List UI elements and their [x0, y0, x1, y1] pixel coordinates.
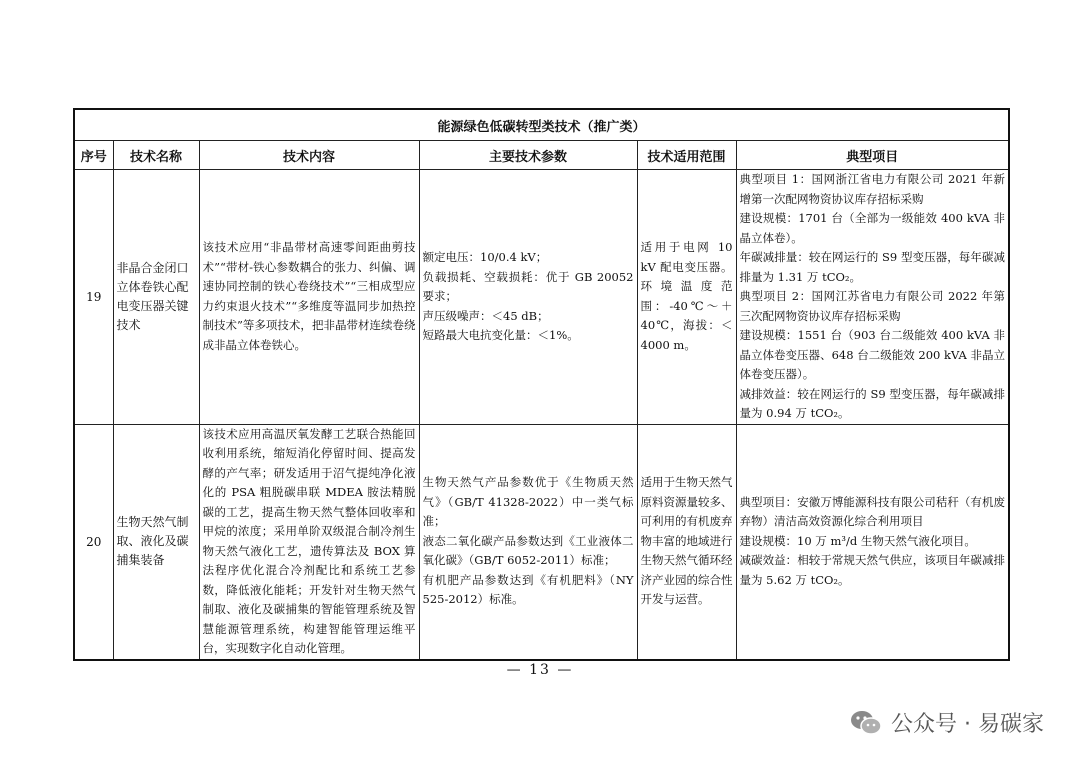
row-number: 20 [74, 424, 113, 660]
header-name: 技术名称 [113, 141, 199, 170]
tech-name: 非晶合金闭口立体卷铁心配电变压器关键技术 [113, 170, 199, 425]
project-line: 典型项目 1：国网浙江省电力有限公司 2021 年新增第一次配网物资协议库存招标采购 [739, 172, 1006, 206]
header-projects: 典型项目 [736, 141, 1009, 170]
param-line: 有机肥产品参数达到《有机肥料》（NY 525-2012）标准。 [422, 572, 634, 607]
table-row [74, 170, 1009, 425]
project-line: 减排效益：较在网运行的 S9 型变压器，每年碳减排量为 0.94 万 tCO₂。 [739, 386, 1006, 420]
param-line: 声压级噪声：＜45 dB； [422, 308, 549, 323]
param-line: 短路最大电抗变化量：＜1%。 [422, 328, 579, 342]
project-line: 年碳减排量：较在网运行的 S9 型变压器，每年碳减排量为 1.31 万 tCO₂。 [739, 250, 1006, 284]
project-line: 典型项目：安徽万博能源科技有限公司秸秆（有机废弃物）清洁高效资源化综合利用项目 [739, 494, 1006, 529]
tech-name: 生物天然气制取、液化及碳捕集装备 [113, 424, 199, 660]
header-num: 序号 [74, 141, 113, 170]
header-scope: 技术适用范围 [637, 141, 736, 170]
row-number: 19 [74, 170, 113, 425]
wechat-icon [849, 709, 883, 737]
tech-content: 该技术应用“非晶带材高速零间距曲剪技术”“带材-铁心参数耦合的张力、纠偏、调速协同控制的铁心卷绕技术”“三相成型应力约束退火技术”“多维度等温同步加热控制技术”等多项技术，把非晶带材连续卷绕成非晶立体卷铁心。 [199, 170, 419, 425]
project-line: 建设规模：1701 台（全部为一级能效 400 kVA 非晶立体卷）。 [739, 211, 1006, 245]
param-line: 生物天然气产品参数优于《生物质天然气》（GB/T 41328-2022）中一类气标准； [422, 475, 634, 529]
table-header-row [74, 141, 1009, 170]
table-row [74, 424, 1009, 660]
tech-scope: 适用于生物天然气原料资源量较多、可利用的有机废弃物丰富的地域进行生物天然气循环经济产业园的综合性开发与运营。 [637, 424, 736, 660]
table-title-row [74, 109, 1009, 141]
page-number: — 13 — [506, 662, 574, 678]
project-line: 减碳效益：相较于常规天然气供应，该项目年碳减排量为 5.62 万 tCO₂。 [739, 553, 1006, 587]
header-params: 主要技术参数 [419, 141, 637, 170]
watermark-text: 公众号 · 易碳家 [891, 712, 1044, 737]
param-line: 液态二氧化碳产品参数达到《工业液体二氧化碳》（GB/T 6052-2011）标准； [422, 533, 634, 568]
project-line: 建设规模：1551 台（903 台二级能效 400 kVA 非晶立体卷变压器、648 台二级能效 200 kVA 非晶立体卷变压器）。 [739, 328, 1006, 381]
typical-projects [736, 424, 1009, 660]
table-title: 能源绿色低碳转型类技术（推广类） [74, 109, 1009, 141]
header-content: 技术内容 [199, 141, 419, 170]
tech-content: 该技术应用高温厌氧发酵工艺联合热能回收利用系统，缩短消化停留时间、提高发酵的产气率；研发适用于沼气提纯净化液化的 PSA 粗脱碳串联 MDEA 胺法精脱碳的工艺，提高生物天然气整体回收率和甲烷的浓度；采用单阶双级混合制冷剂生物天然气液化工艺，遗传算法及 BOX 算法程序优化混合冷剂配比和系统工艺参数，降低液化能耗；开发针对生物天然气制取、液化及碳捕集的智能管理系统及智慧能源管理系统，构建智能管理运维平台，实现数字化自动化管理。 [199, 424, 419, 660]
tech-scope: 适用于电网 10 kV 配电变压器。环境温度范围：-40℃～＋40℃，海拔：＜4000 m。 [637, 170, 736, 425]
typical-projects [736, 170, 1009, 425]
param-line: 负载损耗、空载损耗：优于 GB 20052 要求； [422, 269, 634, 303]
param-line: 额定电压：10/0.4 kV； [422, 250, 548, 264]
technology-table [73, 108, 1010, 661]
project-line: 建设规模：10 万 m³/d 生物天然气液化项目。 [739, 533, 976, 548]
watermark [849, 707, 1044, 738]
tech-params [419, 170, 637, 425]
tech-params [419, 424, 637, 660]
project-line: 典型项目 2：国网江苏省电力有限公司 2022 年第三次配网物资协议库存招标采购 [739, 289, 1006, 323]
